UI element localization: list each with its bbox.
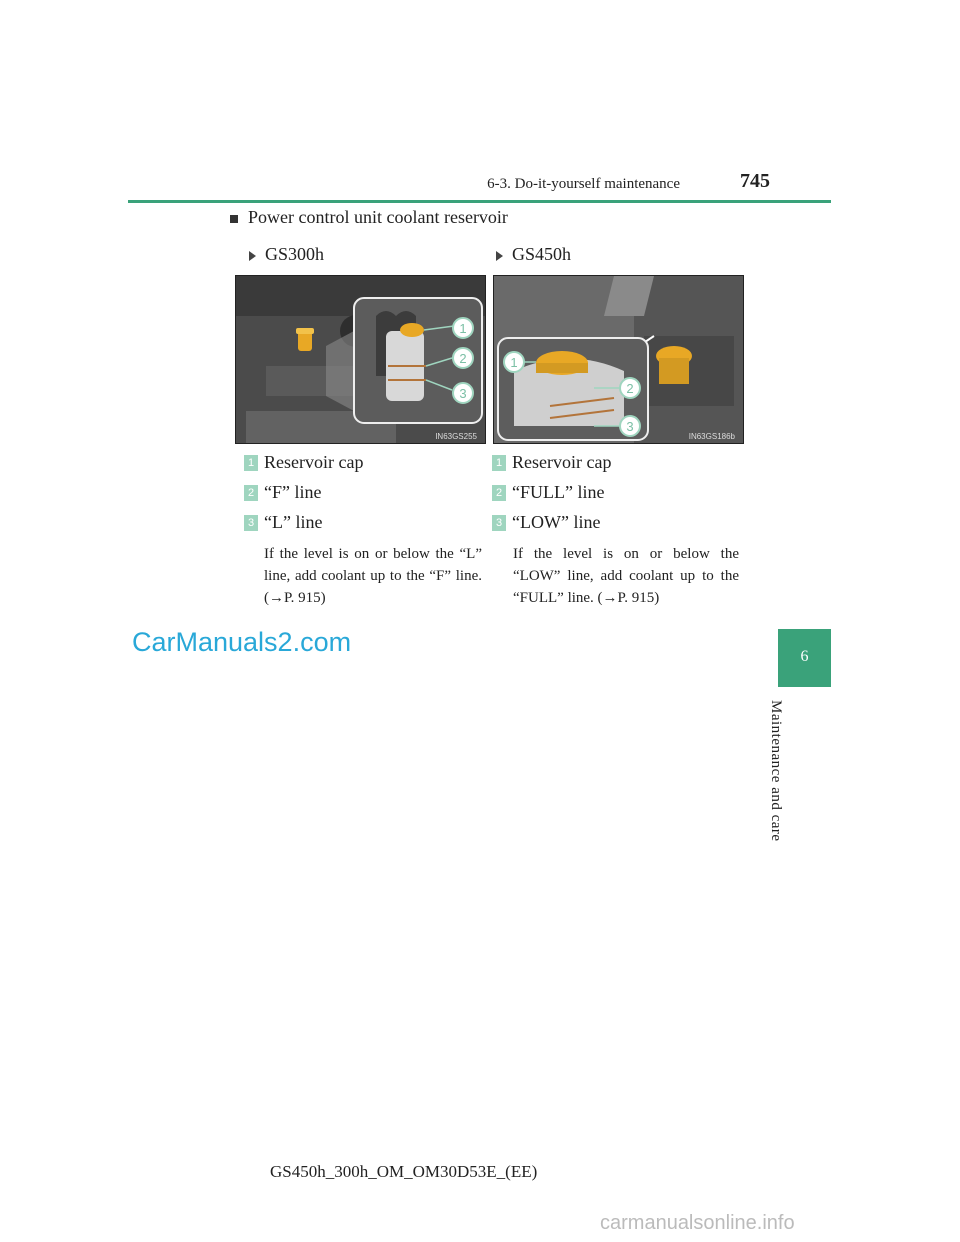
- callout-label: “LOW” line: [512, 512, 601, 532]
- svg-text:2: 2: [459, 351, 467, 366]
- chapter-title: [767, 700, 803, 880]
- svg-text:2: 2: [626, 381, 634, 396]
- engine-photo-gs300h: [235, 275, 486, 444]
- callout-number: 3: [244, 515, 258, 531]
- model-label-gs300h: [249, 244, 324, 265]
- engine-bay-illustration: [236, 276, 485, 443]
- svg-text:3: 3: [459, 386, 467, 401]
- engine-bay-illustration: [494, 276, 743, 443]
- callout-label: Reservoir cap: [512, 452, 612, 472]
- triangle-bullet-icon: [496, 251, 503, 261]
- callout-label: “L” line: [264, 512, 323, 532]
- footer-source-watermark: carmanualsonline.info: [600, 1212, 795, 1234]
- note-text: If the level is on or below the “LOW” line, add coolant up to the “FULL” line. (→P. 915): [513, 546, 739, 606]
- header-rule: [128, 200, 831, 203]
- callout-number: 1: [244, 455, 258, 471]
- header-section-title: 6-3. Do-it-yourself maintenance: [487, 176, 680, 192]
- triangle-bullet-icon: [249, 251, 256, 261]
- svg-text:3: 3: [626, 419, 634, 434]
- callout-item: [492, 482, 604, 503]
- footer-document-code: GS450h_300h_OM_OM30D53E_(EE): [270, 1162, 538, 1181]
- chapter-number: 6: [800, 648, 809, 665]
- svg-text:1: 1: [510, 355, 518, 370]
- callout-number: 2: [492, 485, 506, 501]
- svg-text:1: 1: [459, 321, 467, 336]
- model-name: GS450h: [512, 244, 572, 264]
- callout-item: [244, 512, 322, 533]
- chapter-title-text: Maintenance and care: [768, 700, 784, 842]
- model-name: GS300h: [265, 244, 325, 264]
- callout-number: 1: [492, 455, 506, 471]
- watermark-logo: CarManuals2.com: [132, 627, 352, 657]
- section-heading: [230, 207, 508, 228]
- callout-item: [492, 452, 611, 473]
- square-bullet-icon: [230, 215, 238, 223]
- callout-label: Reservoir cap: [264, 452, 364, 472]
- callout-number: 3: [492, 515, 506, 531]
- section-heading-text: Power control unit coolant reservoir: [248, 207, 508, 227]
- callout-item: [244, 452, 363, 473]
- note-text: If the level is on or below the “L” line, add coolant up to the “F” line. (→P. 915): [264, 546, 482, 606]
- callout-number: 2: [244, 485, 258, 501]
- engine-photo-gs450h: [493, 275, 744, 444]
- image-code: IN63GS255: [435, 432, 477, 441]
- callout-item: [244, 482, 321, 503]
- page-number: 745: [740, 170, 770, 192]
- model-label-gs450h: [496, 244, 571, 265]
- callout-item: [492, 512, 600, 533]
- callout-label: “FULL” line: [512, 482, 605, 502]
- callout-label: “F” line: [264, 482, 322, 502]
- image-code: IN63GS186b: [688, 432, 735, 441]
